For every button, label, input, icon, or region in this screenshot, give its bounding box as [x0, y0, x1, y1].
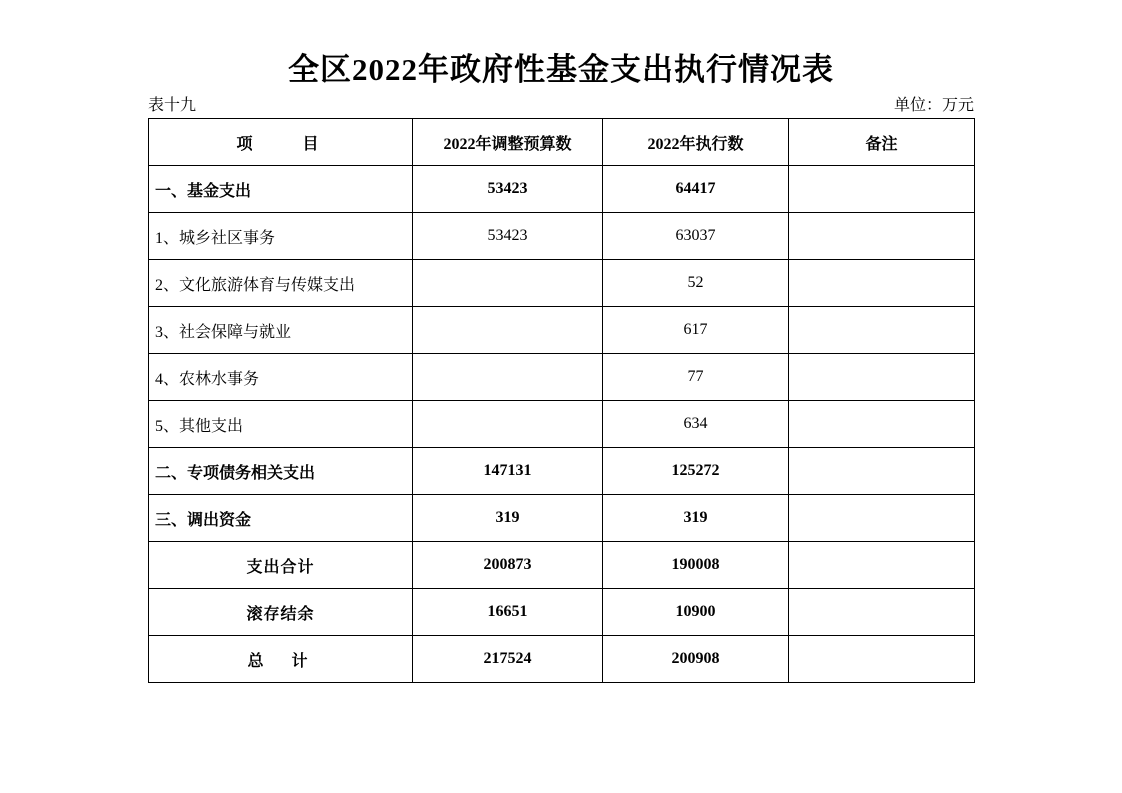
row-remark-value [789, 448, 975, 495]
row-remark-value [789, 542, 975, 589]
sheet-number-label: 表十九 [148, 97, 197, 114]
row-remark-value [789, 401, 975, 448]
row-budget-value: 16651 [413, 589, 603, 636]
column-header-execution: 2022年执行数 [603, 119, 789, 166]
row-remark-value [789, 354, 975, 401]
fund-expenditure-table [148, 118, 975, 683]
row-budget-value: 147131 [413, 448, 603, 495]
table-row [149, 213, 975, 260]
row-remark-value [789, 589, 975, 636]
row-item-label: 总 计 [149, 636, 413, 683]
row-item-label: 5、其他支出 [149, 401, 413, 448]
row-item-label: 滚存结余 [149, 589, 413, 636]
row-execution-value: 190008 [603, 542, 789, 589]
row-item-label: 2、文化旅游体育与传媒支出 [149, 260, 413, 307]
row-remark-value [789, 636, 975, 683]
row-item-label: 3、社会保障与就业 [149, 307, 413, 354]
table-header-row [149, 119, 975, 166]
table-row [149, 260, 975, 307]
row-execution-value: 63037 [603, 213, 789, 260]
table-row [149, 166, 975, 213]
row-remark-value [789, 260, 975, 307]
table-row [149, 354, 975, 401]
row-execution-value: 77 [603, 354, 789, 401]
row-budget-value: 200873 [413, 542, 603, 589]
row-remark-value [789, 307, 975, 354]
row-execution-value: 200908 [603, 636, 789, 683]
column-header-item: 项 目 [149, 119, 413, 166]
table-row-total [149, 636, 975, 683]
table-row [149, 307, 975, 354]
table-row-balance [149, 589, 975, 636]
row-item-label: 三、调出资金 [149, 495, 413, 542]
column-header-budget: 2022年调整预算数 [413, 119, 603, 166]
row-execution-value: 634 [603, 401, 789, 448]
row-execution-value: 617 [603, 307, 789, 354]
row-item-label: 二、专项债务相关支出 [149, 448, 413, 495]
row-execution-value: 10900 [603, 589, 789, 636]
table-row [149, 401, 975, 448]
table-row [149, 495, 975, 542]
table-row-subtotal [149, 542, 975, 589]
row-budget-value: 53423 [413, 213, 603, 260]
row-remark-value [789, 495, 975, 542]
row-budget-value: 53423 [413, 166, 603, 213]
row-remark-value [789, 166, 975, 213]
column-header-remark: 备注 [789, 119, 975, 166]
row-item-label: 一、基金支出 [149, 166, 413, 213]
row-item-label: 4、农林水事务 [149, 354, 413, 401]
row-execution-value: 52 [603, 260, 789, 307]
page-title: 全区2022年政府性基金支出执行情况表 [288, 52, 834, 87]
row-budget-value [413, 307, 603, 354]
row-execution-value: 64417 [603, 166, 789, 213]
row-item-label: 1、城乡社区事务 [149, 213, 413, 260]
row-execution-value: 319 [603, 495, 789, 542]
row-item-label: 支出合计 [149, 542, 413, 589]
row-budget-value [413, 260, 603, 307]
row-budget-value [413, 401, 603, 448]
unit-label: 单位：万元 [893, 97, 974, 114]
table-row [149, 448, 975, 495]
row-execution-value: 125272 [603, 448, 789, 495]
row-budget-value: 217524 [413, 636, 603, 683]
row-remark-value [789, 213, 975, 260]
row-budget-value [413, 354, 603, 401]
row-budget-value: 319 [413, 495, 603, 542]
